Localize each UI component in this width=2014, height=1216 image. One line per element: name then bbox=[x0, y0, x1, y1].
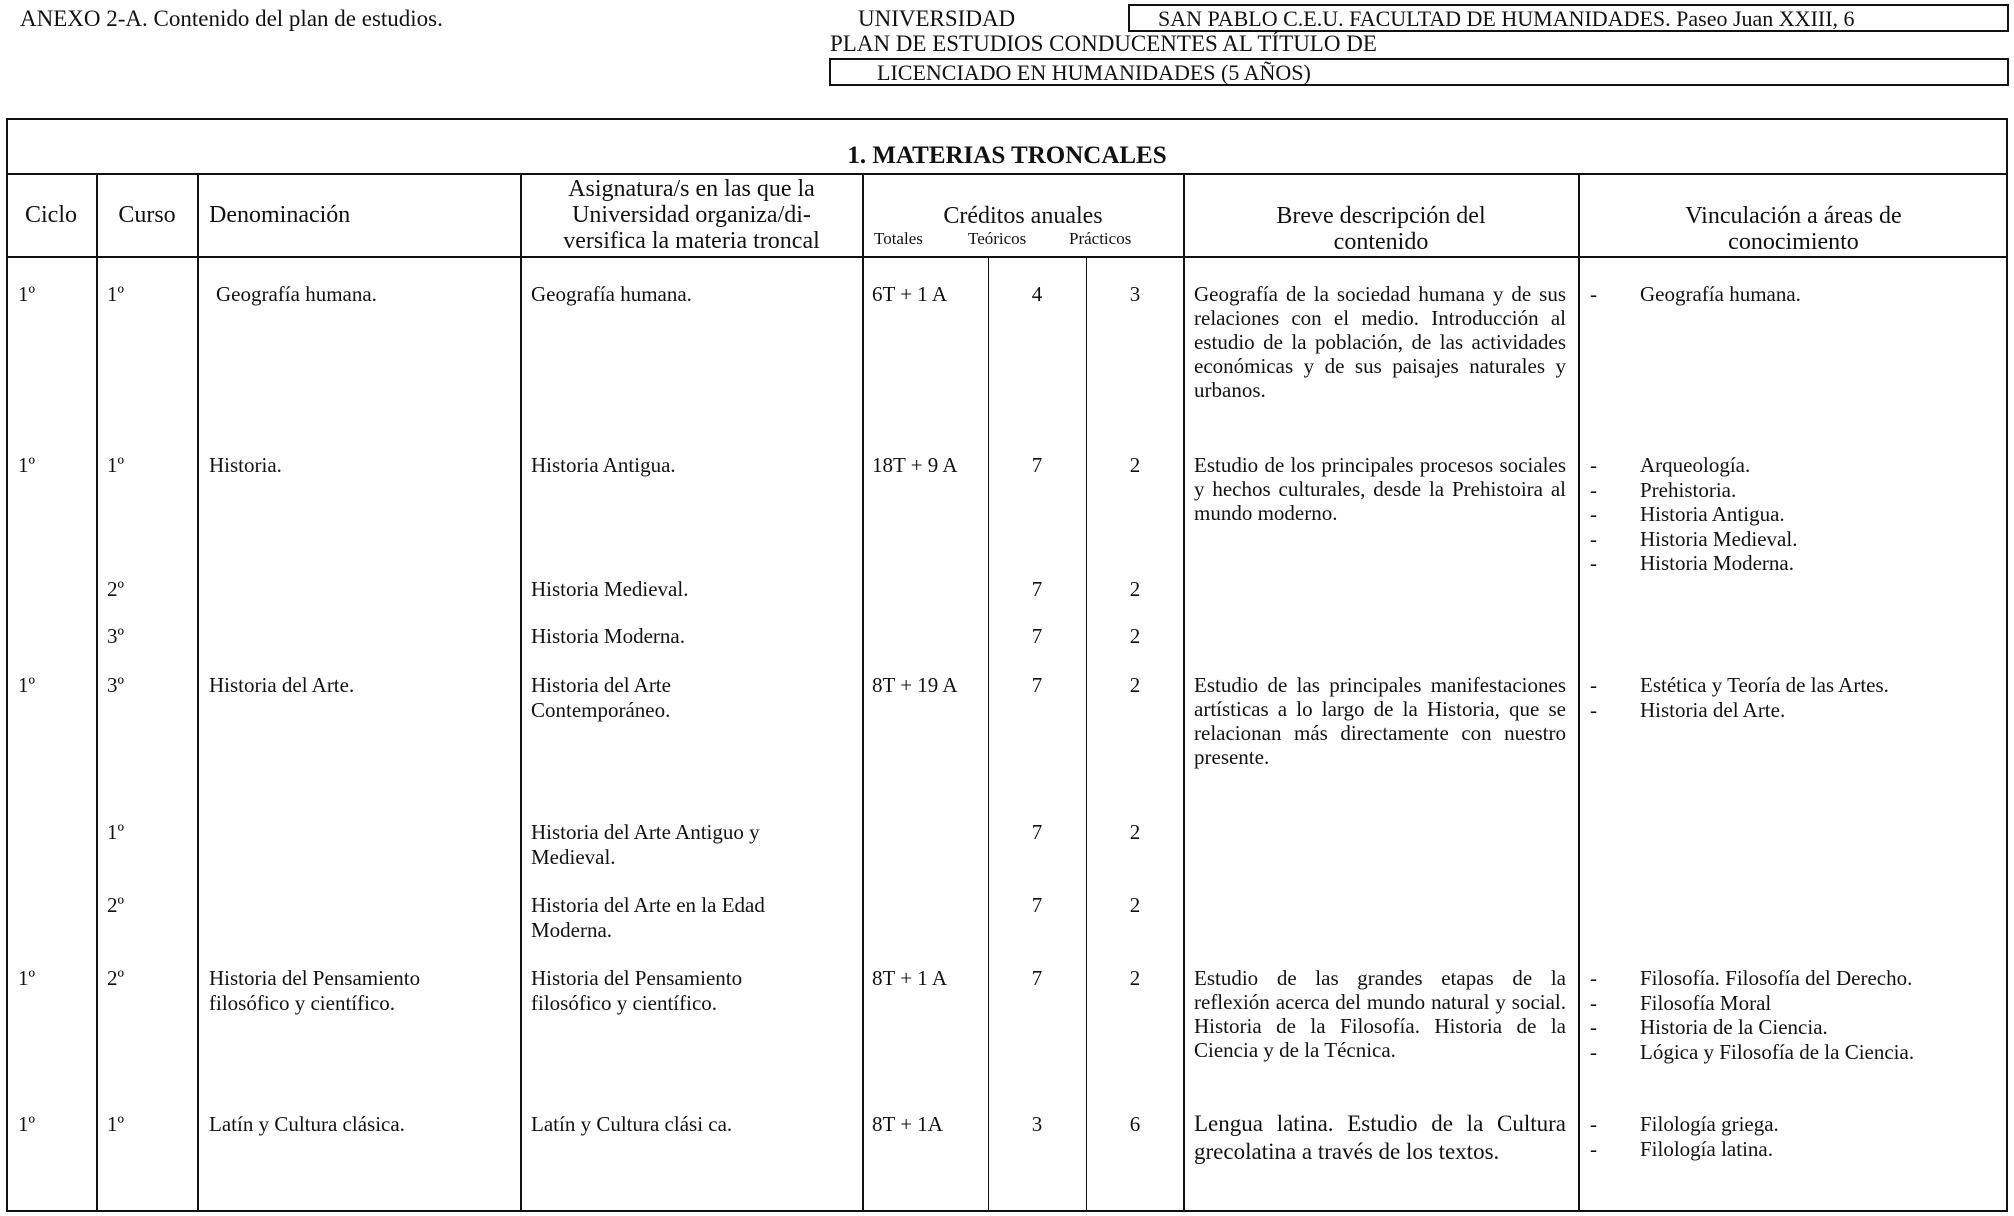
area-label: Arqueología. bbox=[1640, 453, 1751, 477]
header-practicos: Prácticos bbox=[1069, 229, 1132, 248]
area-label: Filosofía Moral bbox=[1640, 990, 1772, 1015]
row-8-asignatura bbox=[531, 966, 742, 1016]
col-rule-2 bbox=[197, 173, 199, 1212]
row-4-asignatura: Historia Moderna. bbox=[531, 624, 685, 648]
area-item: - Historia Medieval. bbox=[1590, 526, 1798, 551]
header-vinculacion-line-2: conocimiento bbox=[1728, 229, 1859, 255]
row-5-practicos: 2 bbox=[1129, 673, 1141, 697]
row-9-areas bbox=[1590, 1112, 1779, 1161]
row-2-curso: 1º bbox=[107, 453, 125, 477]
area-item: - Filosofía. Filosofía del Derecho. bbox=[1590, 966, 1913, 990]
area-item: - Historia de la Ciencia. bbox=[1590, 1015, 1828, 1039]
header-totales: Totales bbox=[874, 229, 923, 248]
plan-value-box: LICENCIADO EN HUMANIDADES (5 AÑOS) bbox=[829, 58, 2009, 86]
row-5-areas bbox=[1590, 673, 1889, 722]
col-rule-5 bbox=[988, 256, 989, 1212]
row-3-curso: 2º bbox=[107, 577, 125, 601]
row-6-curso: 1º bbox=[107, 820, 125, 844]
plan-label: PLAN DE ESTUDIOS CONDUCENTES AL TÍTULO DE bbox=[830, 31, 1377, 56]
row-6-asignatura bbox=[531, 820, 760, 870]
row-5-denominacion: Historia del Arte. bbox=[209, 673, 355, 697]
row-1-curso: 1º bbox=[107, 282, 125, 306]
row-2-descripcion: Estudio de los principales procesos sociales y hechos culturales, desde la Prehistoira al mundo moderno. bbox=[1194, 453, 1566, 525]
header-curso: Curso bbox=[118, 202, 176, 228]
row-4-curso: 3º bbox=[107, 624, 125, 648]
area-label: Filosofía. Filosofía del Derecho. bbox=[1640, 966, 1913, 990]
denominacion-line: filosófico y científico. bbox=[209, 991, 396, 1015]
header-vinculacion bbox=[1579, 203, 2008, 255]
row-6-teoricos: 7 bbox=[1031, 820, 1043, 844]
row-9-ciclo: 1º bbox=[18, 1112, 36, 1136]
university-value-box: SAN PABLO C.E.U. FACULTAD DE HUMANIDADES. Paseo Juan XXIII, 6 bbox=[1128, 4, 2009, 32]
asignatura-line: filosófico y científico. bbox=[531, 991, 718, 1015]
row-8-descripcion: Estudio de las grandes etapas de la reflexión acerca del mundo natural y social. Historia de la Filosofía. Historia de la Ciencia y de la Técnica. bbox=[1194, 966, 1566, 1062]
row-1-descripcion: Geografía de la sociedad humana y de sus relaciones con el medio. Introducción al estudio de la población, de las actividades económicas y de sus paisajes naturales y urbanos. bbox=[1194, 282, 1566, 402]
area-label: Historia del Arte. bbox=[1640, 697, 1786, 722]
row-1-practicos: 3 bbox=[1129, 282, 1141, 306]
asignatura-line: Historia del Arte en la Edad bbox=[531, 893, 765, 917]
denominacion-line: Historia del Pensamiento bbox=[209, 966, 421, 990]
row-9-curso: 1º bbox=[107, 1112, 125, 1136]
university-label: UNIVERSIDAD bbox=[858, 6, 1016, 31]
row-9-teoricos: 3 bbox=[1031, 1112, 1043, 1136]
header-descripcion-line-1: Breve descripción del bbox=[1276, 203, 1486, 229]
area-item: - Filología latina. bbox=[1590, 1136, 1773, 1161]
col-rule-1 bbox=[96, 173, 98, 1212]
row-9-practicos: 6 bbox=[1129, 1112, 1141, 1136]
area-item: - Historia del Arte. bbox=[1590, 697, 1786, 722]
header-asignatura-line-3: versifica la materia troncal bbox=[563, 228, 820, 254]
row-1-areas bbox=[1590, 282, 1801, 307]
section-title: 1. MATERIAS TRONCALES bbox=[847, 142, 1167, 169]
row-2-totales: 18T + 9 A bbox=[872, 453, 958, 477]
row-9-totales: 8T + 1A bbox=[872, 1112, 943, 1136]
asignatura-line: Contemporáneo. bbox=[531, 698, 671, 722]
header-denominacion: Denominación bbox=[209, 202, 351, 228]
header-descripcion bbox=[1184, 203, 1578, 255]
header-teoricos: Teóricos bbox=[968, 229, 1027, 248]
row-6-practicos: 2 bbox=[1129, 820, 1141, 844]
row-7-practicos: 2 bbox=[1129, 893, 1141, 917]
row-9-descripcion: Lengua latina. Estudio de la Cultura grecolatina a través de los textos. bbox=[1194, 1111, 1566, 1164]
row-3-asignatura: Historia Medieval. bbox=[531, 577, 689, 601]
header-ciclo: Ciclo bbox=[25, 202, 77, 228]
row-3-teoricos: 7 bbox=[1031, 577, 1043, 601]
area-item: - Estética y Teoría de las Artes. bbox=[1590, 673, 1889, 697]
area-item: - Historia Moderna. bbox=[1590, 551, 1794, 575]
row-1-teoricos: 4 bbox=[1031, 282, 1043, 306]
header-asignatura bbox=[521, 176, 862, 254]
area-label: Geografía humana. bbox=[1640, 282, 1801, 306]
row-7-curso: 2º bbox=[107, 893, 125, 917]
row-5-descripcion: Estudio de las principales manifestaciones artísticas a lo largo de la Historia, que se relacionan más directamente con nuestro presente. bbox=[1194, 673, 1566, 769]
annex-title: ANEXO 2-A. Contenido del plan de estudios. bbox=[20, 6, 443, 31]
area-item: - Arqueología. bbox=[1590, 453, 1751, 477]
row-8-denominacion bbox=[209, 966, 420, 1016]
row-2-asignatura: Historia Antigua. bbox=[531, 453, 676, 477]
col-rule-6 bbox=[1086, 256, 1087, 1212]
row-7-asignatura bbox=[531, 893, 765, 943]
row-8-teoricos: 7 bbox=[1031, 966, 1043, 990]
title-divider bbox=[6, 173, 2008, 175]
col-rule-7 bbox=[1183, 173, 1185, 1212]
row-8-practicos: 2 bbox=[1129, 966, 1141, 990]
row-8-ciclo: 1º bbox=[18, 966, 36, 990]
area-item: - Historia Antigua. bbox=[1590, 502, 1785, 526]
area-label: Filología griega. bbox=[1640, 1112, 1779, 1136]
row-5-ciclo: 1º bbox=[18, 673, 36, 697]
area-item: - Prehistoria. bbox=[1590, 477, 1737, 502]
area-item: - Filosofía Moral bbox=[1590, 990, 1772, 1015]
area-label: Historia Moderna. bbox=[1640, 551, 1794, 575]
area-label: Historia Antigua. bbox=[1640, 502, 1785, 526]
col-rule-3 bbox=[520, 173, 522, 1212]
header-descripcion-line-2: contenido bbox=[1333, 229, 1429, 255]
header-vinculacion-line-1: Vinculación a áreas de bbox=[1685, 203, 1902, 229]
area-label: Lógica y Filosofía de la Ciencia. bbox=[1640, 1039, 1915, 1064]
row-5-asignatura bbox=[531, 673, 671, 723]
header-creditos: Créditos anuales bbox=[943, 203, 1103, 229]
row-4-practicos: 2 bbox=[1129, 624, 1141, 648]
asignatura-line: Medieval. bbox=[531, 845, 616, 869]
row-9-denominacion: Latín y Cultura clásica. bbox=[209, 1112, 405, 1136]
row-2-practicos: 2 bbox=[1129, 453, 1141, 477]
row-1-ciclo: 1º bbox=[18, 282, 36, 306]
asignatura-line: Historia del Pensamiento bbox=[531, 966, 743, 990]
row-1-denominacion: Geografía humana. bbox=[216, 282, 377, 306]
area-label: Estética y Teoría de las Artes. bbox=[1640, 673, 1889, 697]
row-5-totales: 8T + 19 A bbox=[872, 673, 958, 697]
row-4-teoricos: 7 bbox=[1031, 624, 1043, 648]
row-8-areas bbox=[1590, 966, 1914, 1064]
row-8-totales: 8T + 1 A bbox=[872, 966, 948, 990]
asignatura-line: Historia del Arte bbox=[531, 673, 671, 697]
row-9-asignatura: Latín y Cultura clási ca. bbox=[531, 1112, 733, 1136]
row-7-teoricos: 7 bbox=[1031, 893, 1043, 917]
row-5-curso: 3º bbox=[107, 673, 125, 697]
row-1-asignatura: Geografía humana. bbox=[531, 282, 692, 306]
row-2-ciclo: 1º bbox=[18, 453, 36, 477]
area-item: - Geografía humana. bbox=[1590, 282, 1801, 306]
header-divider bbox=[6, 256, 2008, 258]
area-label: Prehistoria. bbox=[1640, 477, 1737, 502]
row-5-teoricos: 7 bbox=[1031, 673, 1043, 697]
col-rule-4 bbox=[862, 173, 864, 1212]
row-2-teoricos: 7 bbox=[1031, 453, 1043, 477]
asignatura-line: Historia del Arte Antiguo y bbox=[531, 820, 760, 844]
area-label: Historia Medieval. bbox=[1640, 526, 1798, 551]
area-label: Filología latina. bbox=[1640, 1136, 1773, 1161]
header-asignatura-line-1: Asignatura/s en las que la bbox=[568, 176, 815, 202]
area-item: - Filología griega. bbox=[1590, 1112, 1779, 1136]
area-item: - Lógica y Filosofía de la Ciencia. bbox=[1590, 1039, 1915, 1064]
row-2-denominacion: Historia. bbox=[209, 453, 282, 477]
asignatura-line: Moderna. bbox=[531, 918, 613, 942]
area-label: Historia de la Ciencia. bbox=[1640, 1015, 1828, 1039]
header-asignatura-line-2: Universidad organiza/di- bbox=[572, 202, 811, 228]
row-2-areas bbox=[1590, 453, 1797, 576]
row-3-practicos: 2 bbox=[1129, 577, 1141, 601]
row-1-totales: 6T + 1 A bbox=[872, 282, 948, 306]
row-8-curso: 2º bbox=[107, 966, 125, 990]
col-rule-8 bbox=[1578, 173, 1580, 1212]
